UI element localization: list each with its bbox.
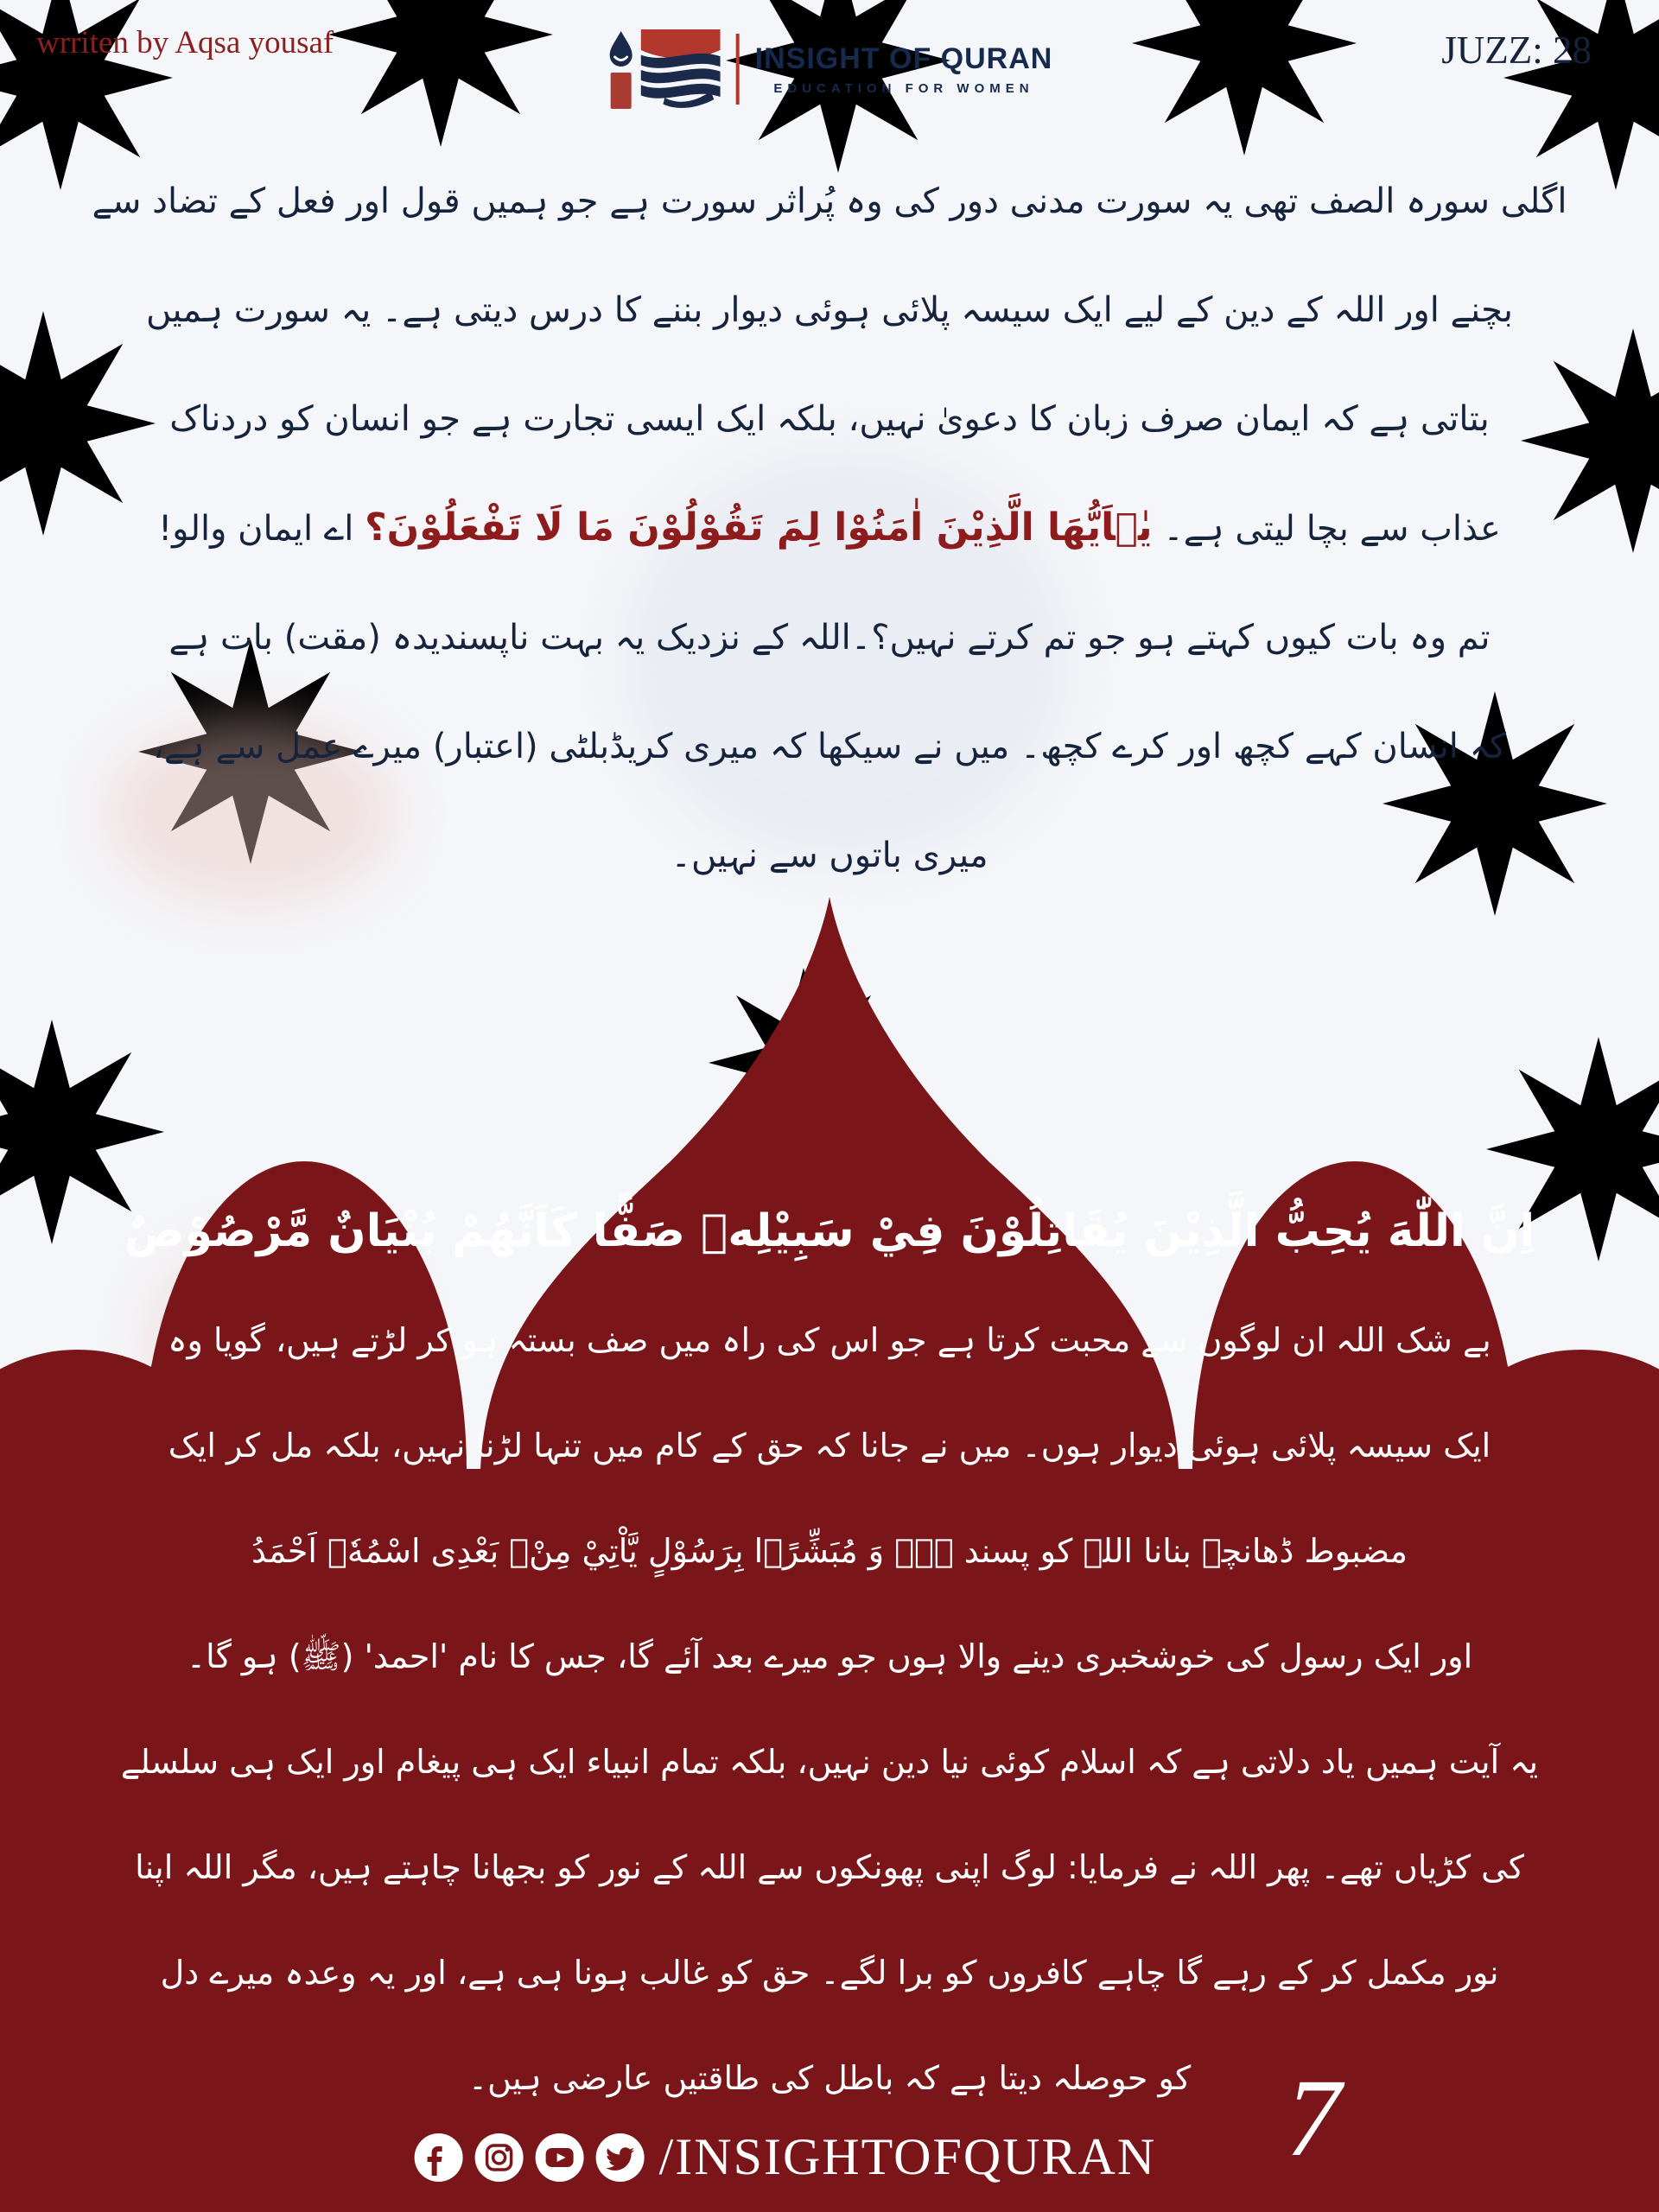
dome-line-8: کو حوصلہ دیتا ہے کہ باطل کی طاقتیں عارضی ہیں۔ (467, 2059, 1192, 2097)
brand-logo (607, 29, 1053, 109)
dome-line-1: بے شک اللہ ان لوگوں سے محبت کرتا ہے جو اس کی راہ میں صف بستہ ہو کر لڑتے ہیں، گویا وہ (168, 1321, 1491, 1359)
twitter-icon[interactable] (595, 2133, 645, 2183)
intro-line4-pre: عذاب سے بچا لیتی ہے۔ (1152, 509, 1501, 549)
logo-i-icon (607, 29, 636, 109)
intro-line-2: بچنے اور اللہ کے دین کے لیے ایک سیسہ پلائی ہوئی دیوار بننے کا درس دیتی ہے۔ یہ سورت ہمیں (145, 290, 1514, 330)
intro-line-5: تم وہ بات کیوں کہتے ہو جو تم کرتے نہیں؟۔اللہ کے نزدیک یہ بہت ناپسندیدہ (مقت) بات ہے (168, 618, 1491, 658)
intro-line-7: میری باتوں سے نہیں۔ (671, 836, 988, 875)
intro-line-1: اگلی سورہ الصف تھی یہ سورت مدنی دور کی وہ پُراثر سورت ہے جو ہمیں قول اور فعل کے تضاد سے (92, 181, 1567, 221)
intro-line-4 (26, 474, 1633, 583)
intro-line4-post: اے ایمان والو! (158, 509, 354, 549)
facebook-icon[interactable] (414, 2133, 464, 2183)
logo-divider (736, 34, 740, 105)
dome-line-4: اور ایک رسول کی خوشخبری دینے والا ہوں جو میرے بعد آئے گا، جس کا نام 'احمد' (ﷺ) ہو گا۔ (186, 1637, 1473, 1675)
social-icons (414, 2133, 645, 2183)
dome-line-2: ایک سیسہ پلائی ہوئی دیوار ہوں۔ میں نے جانا کہ حق کے کام میں تنہا لڑنا نہیں، بلکہ مل کر ایک (168, 1427, 1491, 1465)
logo-globe-icon (641, 29, 721, 109)
intro-line-6: کہ انسان کہے کچھ اور کرے کچھ۔ میں نے سیکھا کہ میری کریڈبلٹی (اعتبار) میرے عمل سے ہے، (152, 727, 1507, 766)
intro-paragraph (26, 147, 1633, 910)
header (0, 0, 1659, 130)
dome-line-6: کی کڑیاں تھے۔ پھر اللہ نے فرمایا: لوگ اپنی پھونکوں سے اللہ کے نور کو بجھانا چاہتے ہیں، مگر اللہ اپنا (135, 1848, 1524, 1886)
dome-line-7: نور مکمل کر کے رہے گا چاہے کافروں کو برا لگے۔ حق کو غالب ہونا ہی ہے، اور یہ وعدہ میرے دل (160, 1954, 1499, 1992)
written-by-credit: wrriten by Aqsa yousaf (36, 25, 334, 60)
dome-line-3: مضبوط ڈھانچہ بنانا اللہ کو پسند ہے۔ وَ مُبَشِّرًۢا بِرَسُوْلٍ يَّاْتِيْ مِنْۢ بَعْدِی اسْمُهٗۤ اَحْمَدُ (251, 1532, 1408, 1570)
instagram-icon[interactable] (474, 2133, 524, 2183)
page-number: 7 (1286, 2056, 1341, 2179)
intro-line4-arabic-verse: يٰۤاَيُّهَا الَّذِيْنَ اٰمَنُوْا لِمَ تَقُوْلُوْنَ مَا لَا تَفْعَلُوْنَ؟ (365, 505, 1153, 550)
social-handle: /INSIGHTOFQURAN (658, 2128, 1157, 2185)
brand-logo-icon (607, 29, 721, 109)
logo-title: INSIGHT OF QURAN (754, 42, 1053, 75)
youtube-icon[interactable] (535, 2133, 585, 2183)
dome-text-block (17, 1175, 1642, 2131)
logo-text (755, 42, 1053, 96)
arabic-verse-saff: اِنَّ اللّٰهَ يُحِبُّ الَّذِيْنَ يُقَاتِلُوْنَ فِيْ سَبِيْلِهٖ صَفًّا كَاَنَّهُمْ بُنْيَانٌ مَّرْصُوْصٌ (124, 1205, 1535, 1257)
dome-line-5: یہ آیت ہمیں یاد دلاتی ہے کہ اسلام کوئی نیا دین نہیں، بلکہ تمام انبیاء ایک ہی پیغام اور ایک ہی سلسلے (120, 1743, 1539, 1781)
juzz-label: JUZZ: 28 (1441, 29, 1592, 72)
footer (414, 2127, 1157, 2187)
logo-subtitle: EDUCATION FOR WOMEN (773, 81, 1034, 96)
intro-line-3: بتاتی ہے کہ ایمان صرف زبان کا دعویٰ نہیں، بلکہ ایک ایسی تجارت ہے جو انسان کو دردناک (169, 399, 1490, 439)
